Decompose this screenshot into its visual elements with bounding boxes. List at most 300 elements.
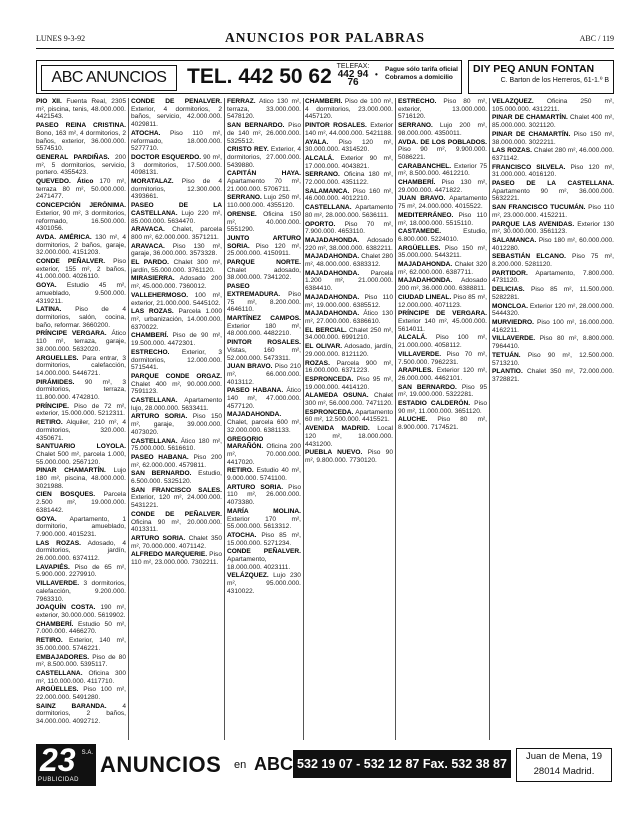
- ad-heading: ESPRONCEDA.: [305, 408, 354, 416]
- classified-ad: [492, 319, 614, 334]
- ad-text: Exterior 120 m², 26.000.000. 4462101.: [398, 367, 487, 382]
- classified-ad: [305, 171, 393, 186]
- classified-ad: [36, 258, 126, 281]
- classified-ad: [305, 237, 393, 252]
- ad-heading: CARABANCHEL.: [398, 162, 452, 170]
- footer-ad: [36, 744, 614, 786]
- ad-heading: ARTURO SORIA.: [131, 413, 188, 421]
- ad-text: Adosado 200 m², 36.000.000. 6388811.: [398, 277, 487, 293]
- ad-text: Piso de 4 dormitorios, salón, cocina, baño, reformar. 3660200.: [36, 306, 126, 329]
- ad-text: Piso 100 m², 16.000.000. 4162211.: [492, 318, 614, 334]
- classified-ad: [36, 154, 126, 177]
- classified-ad: [131, 332, 222, 347]
- classified-ad: [131, 259, 222, 274]
- classified-ad: [305, 409, 393, 424]
- banner-telefax: [333, 63, 373, 87]
- ad-heading: CASTELLANA.: [131, 437, 178, 445]
- ad-text: Ático 110 m², terraza, garaje, 38.000.000. 5632020.: [36, 330, 126, 353]
- ad-heading: QUEVEDO. Ático: [36, 178, 94, 186]
- classified-ad: [398, 384, 487, 399]
- ad-heading: MAJADAHONDA.: [305, 269, 360, 277]
- ad-text: Lujo 230 m², 95.000.000. 4310022.: [227, 572, 301, 595]
- ad-heading: ORENSE.: [227, 210, 257, 218]
- ad-heading: VILLAVERDE.: [36, 580, 80, 588]
- ad-heading: VELÁZQUEZ.: [227, 572, 269, 580]
- classified-ad: [131, 470, 222, 485]
- classified-ad: [131, 202, 222, 225]
- ad-text: Piso 90 m², 12.500.000. 5713210.: [492, 351, 614, 367]
- classified-ad: [227, 146, 301, 169]
- ad-text: Exterior 130 m², 30.000.000. 3561123.: [492, 220, 614, 236]
- ad-text: Piso de 65 m², 5.900.000. 2279910.: [36, 563, 126, 579]
- classified-ad: [36, 234, 126, 257]
- ad-heading: JOAQUÍN COSTA.: [36, 604, 96, 612]
- logo-number: 23: [40, 742, 76, 778]
- ad-text: Lujo 200 m², 98.000.000. 4350011.: [398, 122, 487, 137]
- logo-small: S.A.: [81, 750, 93, 756]
- ad-text: Oficina 300 m², 110.000.000. 4117710.: [36, 669, 126, 685]
- classified-ad: [305, 188, 393, 203]
- ad-column: [492, 98, 614, 738]
- ad-text: Exterior 90 m², 17.000.000. 4043821.: [305, 154, 393, 170]
- classified-ad: [305, 310, 393, 325]
- ad-heading: VILLAVERDE.: [398, 350, 442, 358]
- address-line: 28014 Madrid.: [533, 766, 595, 777]
- ad-heading: CASTELLANA.: [305, 204, 352, 212]
- ad-heading: LAVAPIÉS.: [36, 563, 70, 571]
- ad-text: Piso de 90 m², 19.500.000. 4472301.: [131, 332, 222, 348]
- ad-text: Piso 150 m², garaje, 39.000.000. 4073020.: [131, 413, 222, 436]
- ad-text: Chalet 300 m², 56.000.000. 7471120.: [305, 392, 393, 408]
- ad-heading: VILLAVERDE.: [492, 335, 536, 343]
- classified-ad: [131, 226, 222, 241]
- ad-text: Adosado 220 m², 38.000.000. 6382211.: [305, 236, 393, 252]
- ad-heading: AYALA.: [305, 138, 329, 146]
- ad-text: Apartamento 80 m², 28.000.000. 5636111.: [305, 204, 393, 219]
- ad-text: Piso 85 m², 11.500.000. 5282281.: [492, 286, 614, 301]
- classified-ad: [305, 392, 393, 407]
- ad-text: Chalet 400 m², 90.000.000. 7591123.: [131, 380, 222, 396]
- classified-ad: [36, 306, 126, 329]
- ad-text: Piso 80 m², 8.900.000. 7174521.: [398, 416, 487, 432]
- ad-heading: CHAMBERÍ.: [131, 332, 169, 340]
- ad-text: Piso 75 m², 8.200.000. 4646110.: [227, 290, 301, 314]
- ad-text: Piso 110 m², reformado, 18.000.000. 5277710.: [131, 129, 222, 153]
- ad-heading: SALAMANCA.: [305, 187, 350, 195]
- classified-ad: [305, 376, 393, 391]
- ad-heading: CASTAMEDE.: [398, 228, 442, 236]
- classified-ad: [492, 131, 614, 146]
- ad-heading: ATOCHA.: [227, 531, 257, 539]
- classified-ad: [36, 178, 126, 201]
- ad-text: 130 m², 4 dormitorios, 2 baños, garaje, 32.000.000. 4151203.: [36, 233, 126, 257]
- classified-ad: [227, 548, 301, 571]
- classified-ad: [36, 686, 126, 701]
- ad-heading: MAJADAHONDA.: [398, 261, 453, 269]
- ad-heading: VELÁZQUEZ.: [492, 98, 534, 105]
- classified-ad: [227, 98, 301, 121]
- column-rule: [224, 98, 225, 740]
- ad-text: Para entrar, 3 dormitorios, calefacción, 14.000.000. 5446721.: [36, 354, 126, 377]
- classified-ad: [131, 275, 222, 290]
- ad-text: Piso 90 m², 9.800.000. 7730120.: [305, 449, 393, 464]
- ad-heading: CONDE PEÑALVER.: [227, 548, 301, 556]
- ad-heading: LATINA.: [36, 306, 62, 314]
- ad-text: Piso 90 m², 11.000.000. 3651120.: [398, 400, 487, 415]
- ad-heading: ROZAS.: [305, 359, 330, 367]
- ad-heading: GREGORIO MARAÑÓN.: [227, 435, 264, 451]
- ad-heading: SAINZ BARANDA.: [36, 702, 107, 710]
- ad-text: 200 m², 5 dormitorios, servicio, portero. 4355423.: [36, 153, 126, 177]
- ad-text: Exterior 140 m², 44.000.000. 5421188.: [305, 122, 393, 137]
- ad-text: Piso 70 m², 7.500.000. 7962231.: [398, 350, 487, 366]
- ad-text: Exterior 120 m², 28.000.000. 5444320.: [492, 302, 614, 318]
- classified-ad: [36, 637, 126, 652]
- ad-text: Chalet 400 m², 85.000.000. 3021120.: [492, 114, 614, 130]
- ad-heading: MORATALAZ.: [131, 178, 174, 186]
- classified-ad: [398, 228, 487, 243]
- column-rule: [395, 98, 396, 740]
- classified-ad: [36, 330, 126, 353]
- footer-abc: ABC: [254, 754, 293, 774]
- ad-heading: EL OLIVAR.: [305, 343, 343, 351]
- classified-ad: [36, 282, 126, 305]
- ad-heading: ATOCHA.: [131, 129, 161, 137]
- ad-heading: AVENIDA MADRID.: [305, 425, 370, 433]
- classified-ad: [131, 178, 222, 201]
- classified-ad: [227, 235, 301, 258]
- ad-heading: CHAMBERÍ.: [305, 98, 343, 105]
- ad-text: Piso 110 m², 26.000.000. 4073380.: [227, 483, 301, 507]
- ad-heading: RETIRO.: [36, 419, 63, 427]
- classified-ad: [131, 308, 222, 331]
- ad-heading: OPORTO.: [305, 220, 336, 228]
- ad-text: Ático 130 m², terraza, 33.000.000. 5478120.: [227, 98, 301, 121]
- ad-heading: SALAMANCA.: [492, 236, 537, 244]
- ad-heading: GOYA.: [36, 282, 57, 290]
- ad-heading: ARGÜELLES.: [36, 686, 79, 694]
- ad-text: Estudio 45 m², amueblado, 9.500.000. 4319211.: [36, 282, 126, 305]
- classified-ad: [305, 294, 393, 309]
- classified-ad: [227, 194, 301, 209]
- classified-ad: [227, 572, 301, 595]
- ad-text: Piso 110 m², 23.000.000. 7302211.: [131, 551, 222, 567]
- classified-ad: [398, 261, 487, 276]
- ad-heading: PINAR DE CHAMARTÍN.: [492, 114, 568, 122]
- ad-text: Piso 180 m², 60.000.000. 4012280.: [492, 236, 614, 252]
- ad-text: Parcela 900 m², 16.000.000. 6371223.: [305, 359, 393, 375]
- classified-ad: [131, 243, 222, 258]
- classified-ad: [398, 367, 487, 382]
- classified-ad: [492, 303, 614, 318]
- classified-ad: [36, 355, 126, 378]
- classified-ad: [227, 363, 301, 386]
- ad-heading: SAN FRANCISCO SALES.: [131, 486, 222, 494]
- classified-ad: [492, 204, 614, 219]
- ad-text: Piso 90 m², 9.900.000. 5086221.: [398, 146, 487, 161]
- ad-text: Estudio 50 m², 7.000.000. 4466270.: [36, 620, 126, 636]
- ad-text: Piso 110 m², 19.000.000. 6385512.: [305, 293, 393, 309]
- ad-text: Oficina 180 m², 72.000.000. 4351122.: [305, 171, 393, 187]
- classified-ad: [398, 122, 487, 137]
- ad-heading: SAN FRANCISCO TUCUMÁN.: [492, 204, 586, 212]
- logo-bottom: PUBLICIDAD: [38, 777, 80, 783]
- classified-ad: [492, 237, 614, 252]
- ad-heading: MAJADAHONDA.: [305, 253, 360, 261]
- ad-text: Adosado, jardín, 29.000.000. 8121120.: [305, 343, 393, 358]
- ad-heading: GENERAL PARDIÑAS.: [36, 153, 110, 161]
- ad-heading: PARTIDOR.: [492, 269, 528, 277]
- classified-ad: [305, 425, 393, 448]
- ad-text: Piso 200 m², 62.000.000. 4579811.: [131, 453, 222, 469]
- ad-text: 3 dormitorios, calefacción, 9.200.000. 7963310.: [36, 580, 126, 603]
- ad-heading: VALLEHERMOSO.: [131, 291, 189, 299]
- ad-text: Exterior, 3 dormitorios, 12.000.000. 5715441.: [131, 348, 222, 372]
- ad-text: Apartamento 90 m², 36.000.000. 5632221.: [492, 187, 614, 203]
- ad-heading: PRÍNCIPE.: [36, 402, 69, 410]
- ad-text: Chalet 320 m², 62.000.000. 6387711.: [398, 261, 487, 276]
- classified-ad: [36, 621, 126, 636]
- classified-ad: [398, 277, 487, 292]
- ad-heading: PASEO HABANA.: [227, 387, 284, 395]
- ad-text: Piso 210 m², 66.000.000. 4013112.: [227, 363, 301, 386]
- classified-ad: [36, 540, 126, 563]
- ad-heading: MAJADAHONDA.: [227, 411, 282, 419]
- classified-ad: [305, 343, 393, 358]
- ad-text: Piso 80 m², 8.800.000. 7964410.: [492, 335, 614, 351]
- classified-ad: [36, 122, 126, 153]
- ad-text: Piso 100 m², 22.000.000. 5491280.: [36, 686, 126, 702]
- ad-text: Piso 95 m², 19.000.000. 4414120.: [305, 375, 393, 391]
- ad-text: Apartamento 70 m², 21.000.000. 5706711.: [227, 178, 301, 193]
- classified-ad: [492, 98, 614, 113]
- ad-text: Piso de 140 m², 26.000.000. 5325512.: [227, 122, 301, 145]
- ad-heading: PIO XII.: [36, 98, 62, 105]
- classified-ad: [492, 114, 614, 129]
- ad-heading: ARTURO SORIA.: [227, 483, 284, 491]
- ad-heading: PARQUE NORTE.: [227, 259, 301, 267]
- classified-ad: [398, 294, 487, 309]
- ad-text: Bono, 163 m², 4 dormitorios, 2 baños, exterior, 36.000.000. 5574510.: [36, 129, 126, 153]
- classified-ad: [131, 438, 222, 453]
- classified-ad: [227, 315, 301, 338]
- ad-heading: ESPRONCEDA.: [305, 375, 354, 383]
- ad-text: Exterior 75 m², 8.500.000. 4612210.: [398, 162, 487, 178]
- ad-text: Oficina 150 m², 40.000.000. 5551290.: [227, 210, 301, 234]
- ad-heading: CONDE PEÑALVER.: [36, 258, 106, 266]
- classified-ad: [492, 352, 614, 367]
- classified-ad: [227, 532, 301, 547]
- ad-heading: PINTOR ROSALES.: [305, 122, 367, 130]
- ad-text: Oficina 250 m², 105.000.000. 4312211.: [492, 98, 614, 113]
- ad-heading: TETUÁN.: [492, 351, 521, 359]
- classified-ad: [398, 245, 487, 260]
- column-rule: [128, 98, 129, 740]
- ad-heading: CIUDAD LINEAL.: [398, 293, 452, 301]
- ad-text: 4 dormitorios, 2 baños, 34.000.000. 4092712.: [36, 702, 126, 726]
- ad-column: [131, 98, 222, 738]
- address-line: Juan de Mena, 19: [525, 751, 603, 762]
- classified-ad: [131, 397, 222, 412]
- ad-heading: PIRÁMIDES.: [36, 378, 75, 386]
- ad-text: Vistas, 160 m², 52.000.000. 5473311.: [227, 346, 301, 362]
- ad-text: Chalet 350 m², 72.000.000. 3728821.: [492, 368, 614, 383]
- ad-heading: CASTELLANA.: [131, 397, 178, 405]
- ad-heading: SAN BERNARDO.: [131, 470, 192, 478]
- ad-heading: CASTELLANA.: [36, 669, 83, 677]
- ad-heading: PINTOR ROSALES.: [227, 339, 301, 347]
- column-rule: [489, 98, 490, 740]
- classified-ad: [492, 180, 614, 203]
- ad-text: Local 120 m², 18.000.000. 4431200.: [305, 425, 393, 448]
- ad-heading: SERRANO.: [227, 194, 262, 202]
- page-header: [36, 30, 614, 49]
- ad-heading: PRÍNCIPE VERGARA.: [36, 330, 107, 338]
- ad-heading: LAS ROZAS.: [36, 539, 82, 547]
- ad-heading: JUAN BRAVO.: [398, 195, 446, 203]
- classified-ad: [305, 253, 393, 268]
- ad-column: [36, 98, 126, 738]
- ad-text: Chalet 250 m², 34.000.000. 6991210.: [305, 326, 393, 342]
- ad-heading: ALAMEDA OSUNA.: [305, 392, 369, 400]
- classified-ad: [131, 130, 222, 153]
- ad-heading: PASEO EXTREMADURA.: [227, 283, 281, 298]
- slogan-line: Cobramos a domicilio: [385, 74, 453, 81]
- classified-ad: [398, 310, 487, 333]
- classified-ad: [227, 467, 301, 482]
- ad-text: Chalet adosado, 38.000.000. 7341202.: [227, 266, 301, 282]
- ad-text: Chalet 350 m², 70.000.000. 4071142.: [131, 534, 222, 550]
- banner-phone: TEL. 442 50 62: [187, 65, 332, 88]
- classified-ad: [227, 484, 301, 507]
- column-rule: [303, 98, 304, 740]
- ad-text: 90 m², 3 dormitorios, 17.500.000. 4098131.: [131, 153, 222, 177]
- classified-ad: [36, 403, 126, 418]
- ad-text: Chalet 500 m², parcela 1.000, 55.000.000. 2567120.: [36, 450, 126, 466]
- ad-text: Exterior 140 m², 45.000.000. 5614011.: [398, 317, 487, 333]
- classified-ad: [36, 516, 126, 539]
- ad-text: Exterior, 90 m², 3 dormitorios, reformado, 16.500.000. 4301056.: [36, 209, 126, 233]
- ad-heading: RETIRO.: [227, 467, 254, 475]
- bullet-icon: •: [375, 70, 378, 79]
- ad-text: Piso de 80 m², 8.500.000. 5395117.: [36, 653, 126, 669]
- classified-ad: [227, 211, 301, 234]
- classified-ad: [492, 147, 614, 162]
- ad-heading: PRÍNCIPE DE VERGARA.: [398, 310, 487, 318]
- ad-heading: DELICIAS.: [492, 286, 525, 294]
- ad-text: Exterior, 4 dormitorios, 2 baños, servicio, 42.000.000. 4029811.: [131, 105, 222, 129]
- ad-text: Piso 160 m², 46.000.000. 4012210.: [305, 187, 393, 203]
- classified-ad: [227, 411, 301, 434]
- classified-ad: [36, 443, 126, 466]
- ad-text: Apartamento 75 m², 24.000.000. 4015522.: [398, 195, 487, 211]
- ad-text: Piso 100 m², 21.000.000. 4058112.: [398, 334, 487, 350]
- ad-heading: ARGUELLES.: [36, 354, 79, 362]
- footer-phones: 532 19 07 - 532 12 87 Fax. 532 38 87: [293, 750, 511, 778]
- ad-heading: PASEO DE LA CASTELLANA.: [131, 202, 222, 217]
- classified-ad: [227, 259, 301, 282]
- footer-address: [516, 748, 612, 782]
- ad-heading: AVDA. AMÉRICA.: [36, 233, 92, 241]
- ad-heading: CONDE DE PEÑALVER.: [131, 98, 222, 105]
- ad-heading: PASEO REINA CRISTINA.: [36, 122, 126, 130]
- classified-ad: [36, 379, 126, 402]
- ad-heading: ARAVACA.: [131, 226, 165, 234]
- ad-heading: CHAMBERÍ.: [398, 179, 436, 187]
- classified-ad: [305, 449, 393, 464]
- ad-heading: ALFREDO MARQUERIE.: [131, 551, 208, 559]
- classified-ad: [36, 670, 126, 685]
- ad-text: Chalet, parcela 800 m², 62.000.000. 3571211.: [131, 226, 222, 241]
- classified-ad: [398, 98, 487, 121]
- ad-text: Piso 130 m², 29.000.000. 4471822.: [398, 179, 487, 194]
- ad-text: Exterior 180 m², 48.000.000. 4482210.: [227, 322, 301, 338]
- ad-heading: ARAPILES.: [398, 367, 434, 375]
- footer-en: en: [234, 759, 247, 771]
- ad-text: Piso 120 m², 31.000.000. 4016120.: [492, 163, 614, 179]
- ad-heading: CIEN BOSQUES.: [36, 491, 96, 499]
- slogan-line: Pague sólo tarifa oficial: [385, 66, 458, 73]
- classified-ad: [398, 400, 487, 415]
- ad-heading: MARÍA MOLINA.: [227, 507, 301, 515]
- ad-heading: CONCEPCIÓN JERÓNIMA.: [36, 202, 126, 210]
- classified-ad: [305, 98, 393, 121]
- banner-brand: ABC ANUNCIOS: [41, 65, 177, 91]
- ad-heading: RETIRO.: [36, 637, 63, 645]
- ad-text: Apartamento lujo, 28.000.000. 5633411.: [131, 397, 222, 412]
- ad-heading: LAS ROZAS.: [492, 147, 532, 155]
- classified-ad: [492, 368, 614, 383]
- ad-heading: SAN BERNARDO.: [227, 122, 285, 130]
- ad-heading: CONDE DE PEÑALVER.: [131, 510, 222, 518]
- ad-heading: MAJADAHONDA.: [305, 236, 360, 244]
- classified-ad: [227, 436, 301, 467]
- classified-ad: [305, 327, 393, 342]
- ad-heading: SAN BERNARDO.: [398, 383, 457, 391]
- ad-heading: SERRANO.: [305, 171, 340, 179]
- ad-heading: SEBASTIÁN ELCANO.: [492, 253, 566, 261]
- classified-ad: [36, 202, 126, 233]
- classified-ad: [131, 551, 222, 566]
- ad-text: Estudio, 6.800.000. 5224010.: [398, 228, 487, 243]
- classified-ad: [398, 334, 487, 349]
- classified-ad: [131, 349, 222, 372]
- ad-text: Piso 130 m², garaje, 36.000.000. 3573328.: [131, 242, 222, 258]
- ad-column: [398, 98, 487, 738]
- ad-heading: ARAVACA.: [131, 242, 165, 250]
- classified-ad: [398, 163, 487, 178]
- ad-text: Exterior, 120 m², 24.000.000. 5431221.: [131, 494, 222, 510]
- ad-text: Parcela 2.500 m², 19.000.000. 6381442.: [36, 491, 126, 514]
- ad-text: Piso 110 m², 23.000.000. 4152211.: [492, 204, 614, 219]
- classified-ad: [36, 419, 126, 442]
- classified-ad: [36, 98, 126, 121]
- ad-text: Piso 85 m², 15.000.000. 5271234.: [227, 531, 301, 547]
- classified-ad: [131, 373, 222, 396]
- ad-heading: MARTÍNEZ CAMPOS.: [227, 314, 301, 322]
- ad-heading: PASEO DE LA CASTELLANA.: [492, 180, 614, 188]
- ad-text: Adosado 200 m², 45.000.000. 7360012.: [131, 275, 222, 291]
- ad-text: 90 m², 3 dormitorios, terraza, 11.800.000. 4742810.: [36, 378, 126, 402]
- ad-heading: ESTADIO CALDERÓN.: [398, 400, 471, 408]
- ad-heading: GOYA.: [36, 515, 57, 523]
- ad-column: [227, 98, 301, 738]
- ad-text: Adosado, 4 dormitorios, jardín, 26.000.000. 6374112.: [36, 539, 126, 563]
- ad-heading: MEDITERRÁNEO.: [398, 211, 454, 219]
- ad-text: Piso 95 m², 19.000.000. 5322281.: [398, 383, 487, 399]
- ad-heading: AVDA. DE LOS POBLADOS.: [398, 138, 487, 146]
- classified-ad: [398, 351, 487, 366]
